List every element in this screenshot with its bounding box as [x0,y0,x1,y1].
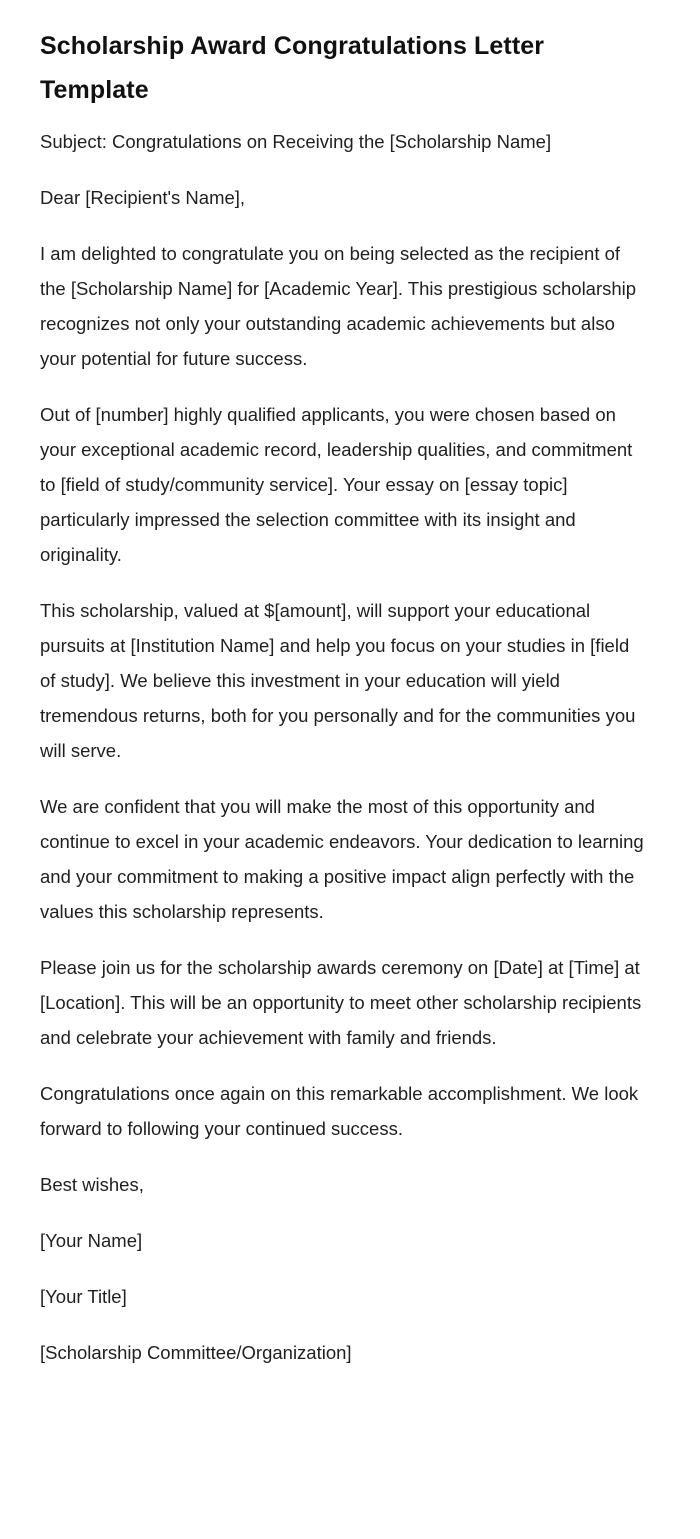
letter-paragraph: Please join us for the scholarship awards ceremony on [Date] at [Time] at [Location]. This will be an opportunity to meet other scholarship recipients and celebrate your achievement with family and friends. [40,957,642,1048]
signature-name: [Your Name] [40,1230,143,1251]
letter-paragraph: Out of [number] highly qualified applicants, you were chosen based on your exceptional academic record, leadership qualities, and commitment to [field of study/community service]. Your essay on [essay topic] particularly impressed the selection committee with its insight and originality. [40,404,633,565]
signature-org: [Scholarship Committee/Organization] [40,1342,352,1363]
salutation: Dear [Recipient's Name], [40,187,246,208]
letter-body [40,124,644,1370]
page-title: Scholarship Award Congratulations Letter Template [40,32,545,104]
letter-paragraph: This scholarship, valued at $[amount], will support your educational pursuits at [Institution Name] and help you focus on your studies in [field of study]. We believe this investment in your education will yield tremendous returns, both for you personally and for the communities you will serve. [40,600,636,761]
signature-title: [Your Title] [40,1286,127,1307]
subject-line: Subject: Congratulations on Receiving the [Scholarship Name] [40,131,552,152]
letter-paragraph: We are confident that you will make the most of this opportunity and continue to excel in your academic endeavors. Your dedication to learning and your commitment to making a positive impact align perfectly with the values this scholarship represents. [40,796,644,922]
closing-line: Best wishes, [40,1174,144,1195]
letter-paragraph: Congratulations once again on this remarkable accomplishment. We look forward to following your continued success. [40,1083,639,1139]
letter-paragraph: I am delighted to congratulate you on being selected as the recipient of the [Scholarship Name] for [Academic Year]. This prestigious scholarship recognizes not only your outstanding academic achievements but also your potential for future success. [40,243,637,369]
